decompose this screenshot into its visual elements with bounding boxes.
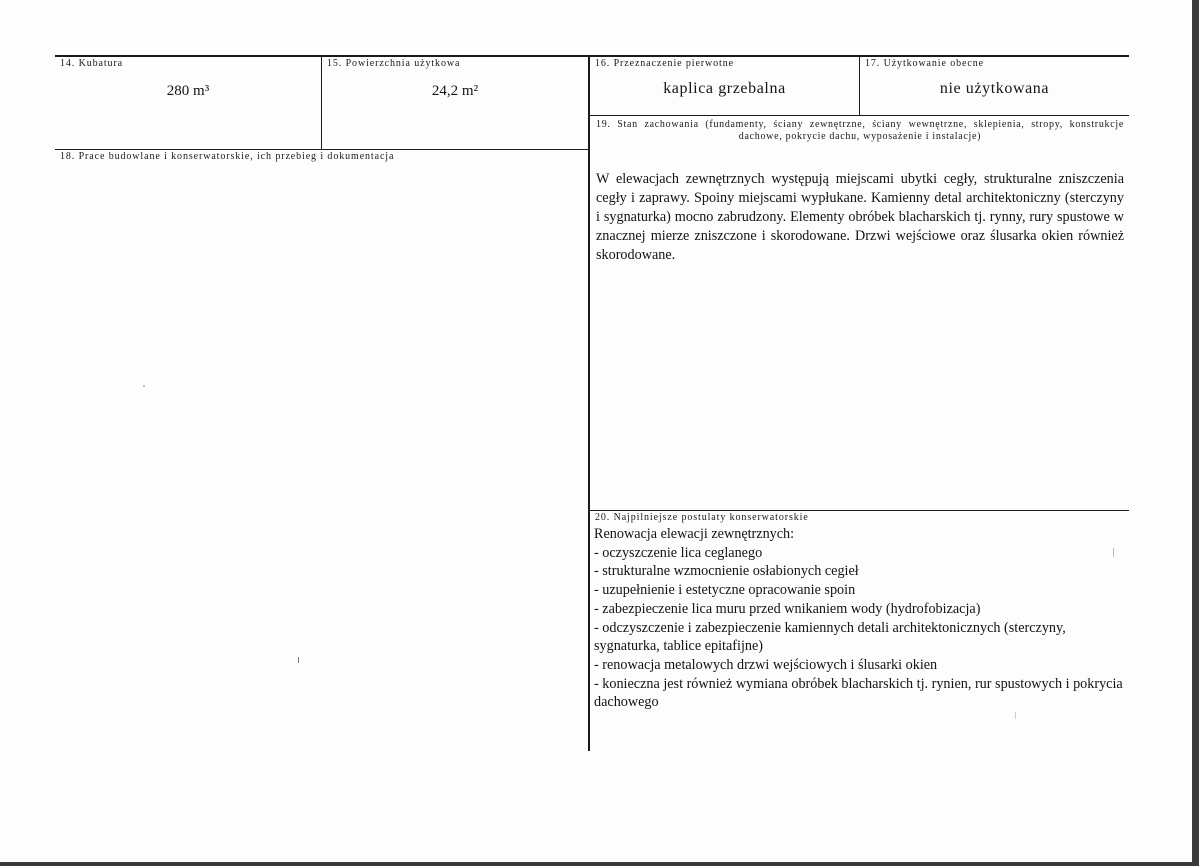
line-under-16-17 [589,115,1129,116]
postulate-heading: Renowacja elewacji zewnętrznych: [594,526,795,542]
field-20-label: 20. Najpilniejsze postulaty konserwatorskie [595,512,809,523]
postulate-item: - renowacja metalowych drzwi wejściowych i ślusarki okien [594,656,938,673]
postulate-item: - oczyszczenie lica ceglanego [594,544,763,561]
line-above-20 [589,510,1129,511]
field-14-label: 14. Kubatura [60,58,124,69]
line-under-14-15 [55,149,589,150]
top-border [55,55,1129,57]
field-17-label: 17. Użytkowanie obecne [865,58,984,69]
field-19-text: W elewacjach zewnętrznych występują miejscami ubytki cegły, strukturalne zniszczenia cegły i zaprawy. Spoiny miejscami wypłukane. Kamienny detal architektoniczny (sterczyny i sygnaturka) mocno zabrudzony. Elementy obróbek blacharskich tj. rynny, rury spustowe w znacznej mierze zniszczone i skorodowane. Drzwi wejściowe oraz ślusarka okien również skorodowane. [596,171,1124,263]
field-15-label: 15. Powierzchnia użytkowa [327,58,461,69]
scan-speck [1113,548,1114,557]
scan-speck [298,657,299,663]
scan-edge-right [1192,0,1199,866]
postulate-item: - strukturalne wzmocnienie osłabionych cegieł [594,563,859,580]
field-14-value: 280 m³ [166,83,210,99]
field-15-value: 24,2 m² [431,83,479,99]
postulate-item: - uzupełnienie i estetyczne opracowanie spoin [594,582,856,599]
field-16-label: 16. Przeznaczenie pierwotne [595,58,734,69]
field-17-value: nie użytkowana [939,80,1050,97]
field-18-label: 18. Prace budowlane i konserwatorskie, ich przebieg i dokumentacja [60,151,395,162]
scan-speck [143,385,145,387]
postulate-item: - odczyszczenie i zabezpieczenie kamiennych detali architektonicznych (sterczyny, sygnaturka, tablice epitafijne) [594,619,1066,655]
divider-14-15 [321,56,322,150]
scan-edge-bottom [0,862,1199,866]
field-19-label: 19. Stan zachowania (fundamenty, ściany zewnętrzne, ściany wewnętrzne, sklepienia, stropy, konstrukcje dachowe, pokrycie dachu, wyposażenie i instalacje) [596,119,1124,142]
main-vertical-divider [588,56,590,751]
field-20-postulates [594,525,1128,712]
scan-speck [1015,712,1016,719]
postulate-item: - konieczna jest również wymiana obróbek blacharskich tj. rynien, rur spustowych i pokrycia dachowego [594,675,1123,711]
field-16-value: kaplica grzebalna [663,80,786,97]
postulate-item: - zabezpieczenie lica muru przed wnikaniem wody (hydrofobizacja) [594,600,981,617]
